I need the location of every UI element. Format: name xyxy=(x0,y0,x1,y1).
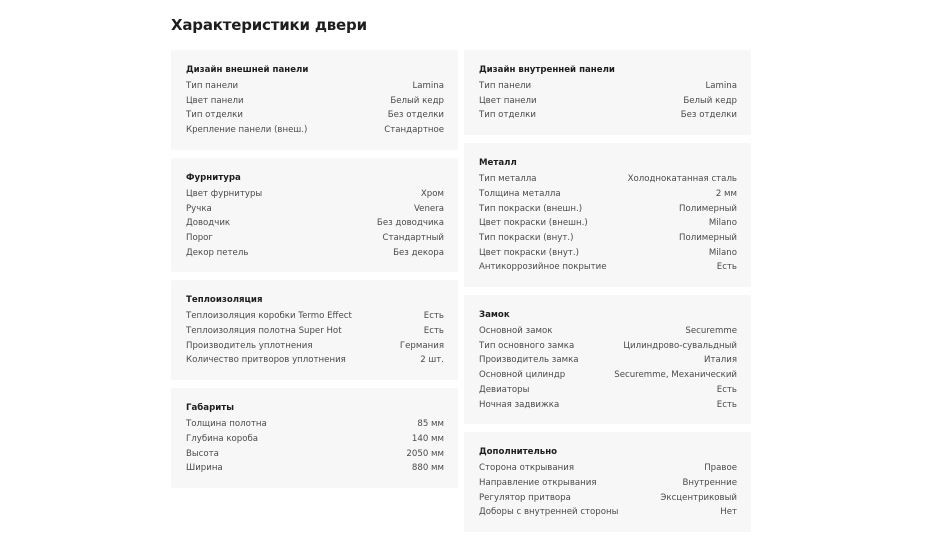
spec-key: Толщина металла xyxy=(479,188,561,199)
spec-key: Антикоррозийное покрытие xyxy=(479,262,607,273)
spec-row xyxy=(186,353,444,368)
spec-card xyxy=(464,50,751,135)
spec-key: Тип металла xyxy=(479,174,537,185)
spec-card xyxy=(171,158,458,273)
spec-key: Тип покраски (внут.) xyxy=(479,232,574,243)
spec-row xyxy=(186,79,444,94)
spec-key: Сторона открывания xyxy=(479,463,574,474)
left-column xyxy=(171,50,458,496)
spec-row xyxy=(186,187,444,202)
spec-card xyxy=(464,295,751,424)
spec-card-title: Дизайн внутренней панели xyxy=(479,65,615,75)
spec-value: Правое xyxy=(704,463,737,474)
spec-value: Securemme xyxy=(685,326,737,337)
spec-value: Полимерный xyxy=(678,232,737,243)
spec-row xyxy=(186,417,444,432)
spec-value: Есть xyxy=(716,262,737,273)
spec-row xyxy=(186,324,444,339)
spec-row xyxy=(479,353,737,368)
spec-key: Тип панели xyxy=(479,81,532,91)
spec-row xyxy=(479,491,737,506)
spec-row xyxy=(479,476,737,491)
spec-card-title: Металл xyxy=(479,158,517,169)
spec-value: Есть xyxy=(423,311,444,322)
spec-row xyxy=(479,202,737,217)
spec-value: Есть xyxy=(716,399,737,410)
spec-row xyxy=(186,447,444,462)
spec-row xyxy=(479,339,737,354)
spec-value: Есть xyxy=(716,384,737,395)
spec-value: Securemme, Механический xyxy=(614,370,737,381)
spec-row xyxy=(186,309,444,324)
spec-row xyxy=(479,505,737,520)
spec-row xyxy=(479,368,737,383)
spec-key: Тип основного замка xyxy=(479,340,575,351)
spec-value: Milano xyxy=(708,218,737,229)
spec-key: Девиаторы xyxy=(479,384,530,395)
spec-row xyxy=(186,108,444,123)
spec-value: Италия xyxy=(704,355,737,366)
spec-value: Холоднокатанная сталь xyxy=(627,174,737,185)
spec-key: Тип покраски (внешн.) xyxy=(479,203,583,214)
spec-value: Белый кедр xyxy=(390,95,444,106)
spec-key: Теплоизоляция полотна Super Hot xyxy=(186,326,342,337)
spec-key: Доводчик xyxy=(186,218,231,229)
spec-value: Lamina xyxy=(705,81,737,91)
spec-row xyxy=(186,94,444,109)
spec-card-title: Габариты xyxy=(186,403,234,414)
spec-key: Доборы с внутренней стороны xyxy=(479,507,619,518)
spec-card-title: Дополнительно xyxy=(479,447,558,458)
spec-value: Без отделки xyxy=(387,110,444,121)
spec-value: 140 мм xyxy=(411,433,444,444)
spec-key: Основной цилиндр xyxy=(479,370,566,381)
spec-key: Производитель замка xyxy=(479,355,579,366)
spec-row xyxy=(479,108,737,123)
spec-row xyxy=(479,383,737,398)
spec-row xyxy=(186,339,444,354)
spec-row xyxy=(186,202,444,217)
spec-value: 2 мм xyxy=(715,188,737,199)
spec-row xyxy=(479,94,737,109)
spec-value: Lamina xyxy=(412,81,444,91)
spec-value: Без декора xyxy=(393,247,444,258)
spec-key: Ручка xyxy=(186,203,212,214)
spec-key: Регулятор притвора xyxy=(479,492,571,503)
spec-key: Крепление панели (внеш.) xyxy=(186,125,308,136)
spec-value: Хром xyxy=(420,188,444,199)
spec-row xyxy=(186,246,444,261)
spec-value: Цилиндрово-сувальдный xyxy=(623,340,737,351)
spec-row xyxy=(479,231,737,246)
spec-key: Цвет панели xyxy=(479,95,537,106)
spec-row xyxy=(479,187,737,202)
spec-card xyxy=(171,50,458,150)
spec-key: Толщина полотна xyxy=(186,419,267,430)
spec-key: Цвет покраски (внут.) xyxy=(479,247,579,258)
spec-row xyxy=(186,231,444,246)
spec-key: Производитель уплотнения xyxy=(186,340,313,351)
spec-key: Направление открывания xyxy=(479,477,597,488)
spec-card xyxy=(464,143,751,287)
spec-key: Цвет покраски (внешн.) xyxy=(479,218,588,229)
spec-row xyxy=(479,260,737,275)
spec-key: Ширина xyxy=(186,463,223,474)
spec-key: Глубина короба xyxy=(186,433,259,444)
spec-value: Нет xyxy=(720,507,737,518)
spec-value: Без доводчика xyxy=(376,218,444,229)
spec-value: Германия xyxy=(399,340,444,351)
spec-row xyxy=(479,246,737,261)
spec-row xyxy=(186,432,444,447)
spec-key: Цвет фурнитуры xyxy=(186,188,263,199)
spec-key: Ночная задвижка xyxy=(479,399,560,410)
spec-value: 85 мм xyxy=(417,419,444,430)
spec-row xyxy=(479,172,737,187)
spec-value: Venera xyxy=(413,203,444,214)
spec-card xyxy=(464,432,751,532)
spec-value: Внутренние xyxy=(682,477,737,488)
spec-key: Тип отделки xyxy=(186,110,243,121)
spec-value: Полимерный xyxy=(678,203,737,214)
spec-key: Тип панели xyxy=(186,81,239,91)
spec-key: Количество притворов уплотнения xyxy=(186,355,346,366)
right-column xyxy=(464,50,751,540)
spec-row xyxy=(186,461,444,476)
spec-card-title: Теплоизоляция xyxy=(186,295,263,306)
spec-card-title: Дизайн внешней панели xyxy=(186,65,309,75)
spec-key: Теплоизоляция коробки Termo Effect xyxy=(186,311,352,322)
spec-card-title: Фурнитура xyxy=(186,172,241,183)
spec-row xyxy=(186,123,444,138)
spec-row xyxy=(479,461,737,476)
spec-row xyxy=(479,324,737,339)
spec-value: Без отделки xyxy=(680,110,737,121)
page-title: Характеристики двери xyxy=(171,16,367,34)
spec-row xyxy=(479,216,737,231)
spec-row xyxy=(479,79,737,94)
spec-card-title: Замок xyxy=(479,310,510,321)
spec-key: Тип отделки xyxy=(479,110,536,121)
spec-key: Цвет панели xyxy=(186,95,244,106)
spec-value: Стандартное xyxy=(384,125,444,136)
spec-value: 880 мм xyxy=(411,463,444,474)
spec-card xyxy=(171,388,458,488)
spec-row xyxy=(186,216,444,231)
spec-row xyxy=(479,398,737,413)
spec-card xyxy=(171,280,458,380)
spec-value: Эксцентриковый xyxy=(660,492,737,503)
spec-value: Белый кедр xyxy=(683,95,737,106)
spec-value: Есть xyxy=(423,326,444,337)
spec-value: Milano xyxy=(708,247,737,258)
spec-key: Порог xyxy=(186,232,213,243)
spec-value: 2050 мм xyxy=(406,448,444,459)
spec-key: Декор петель xyxy=(186,247,249,258)
spec-value: Стандартный xyxy=(382,232,444,243)
spec-key: Высота xyxy=(186,448,219,459)
spec-key: Основной замок xyxy=(479,326,553,337)
spec-value: 2 шт. xyxy=(420,355,444,366)
